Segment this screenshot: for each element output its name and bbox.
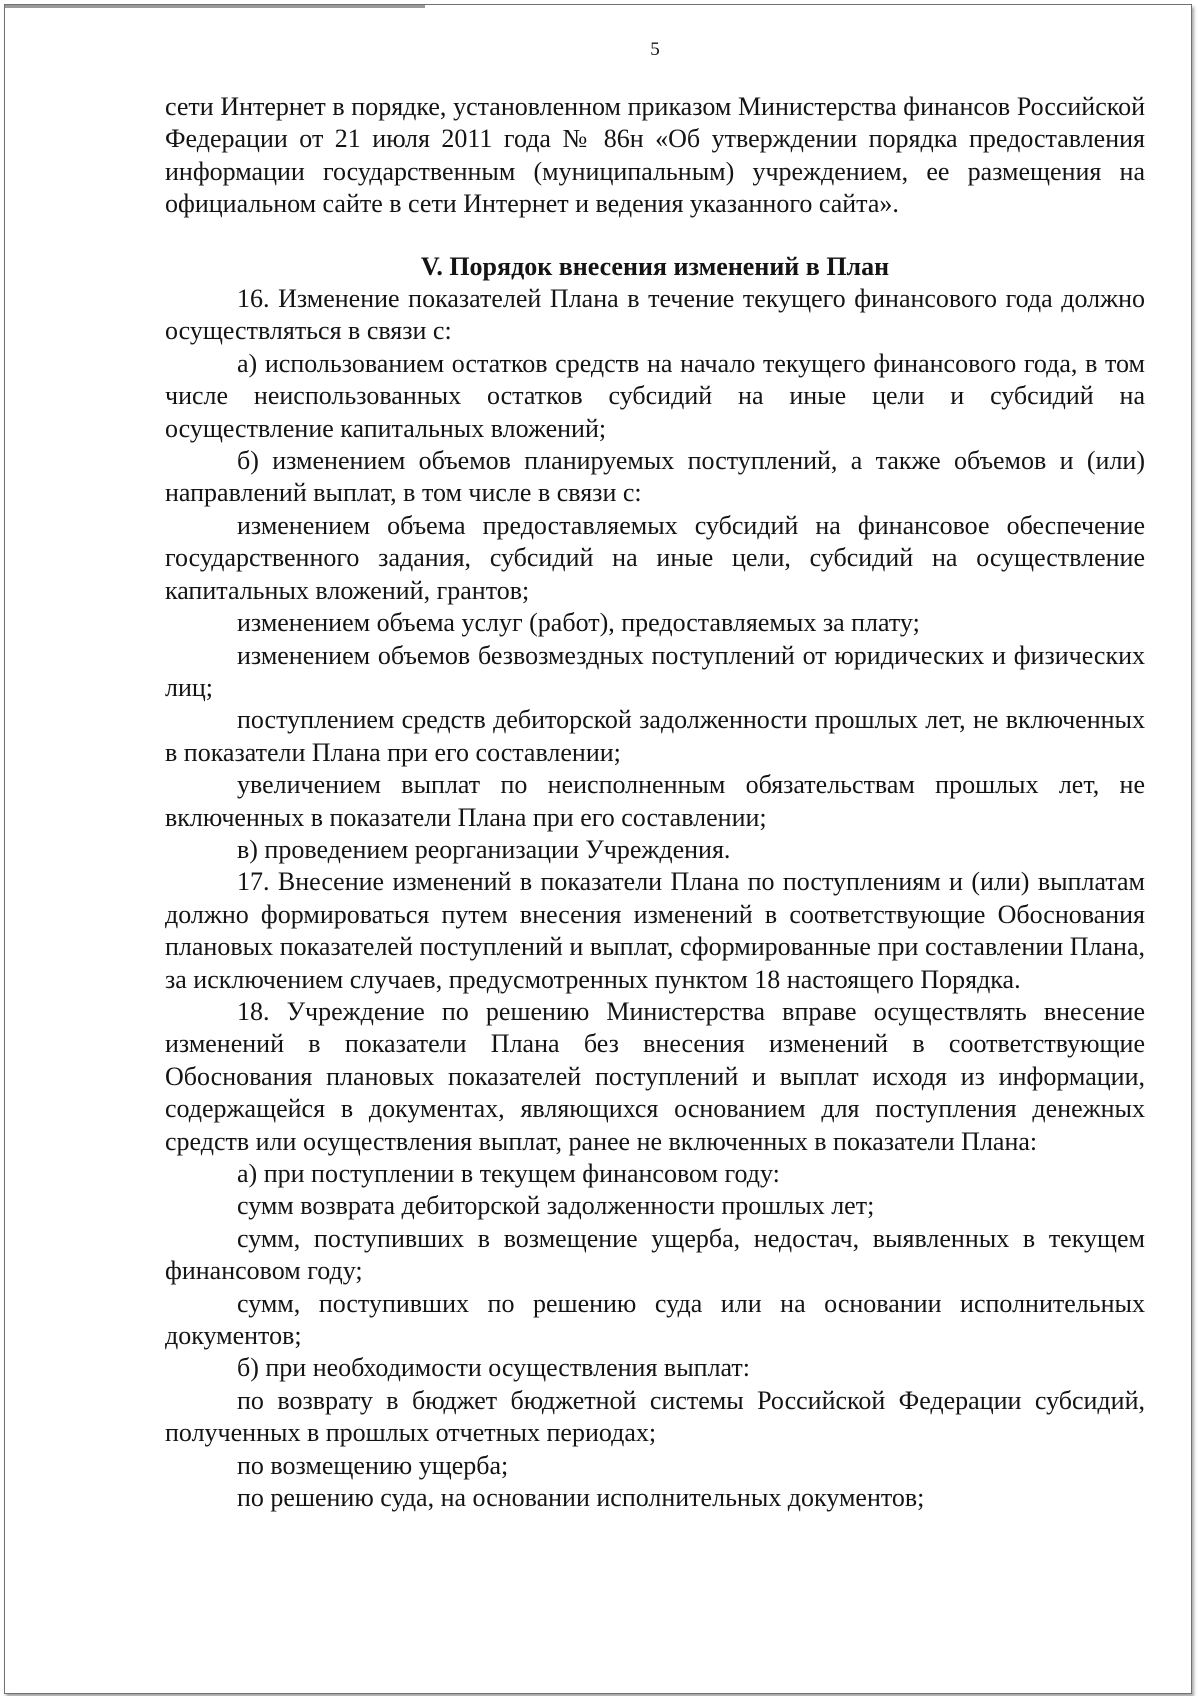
clause-16: 16. Изменение показателей Плана в течение текущего финансового года должно осуществляться в связи с: xyxy=(165,284,1145,346)
list-item: по возмещению ущерба; xyxy=(237,1450,509,1480)
clause-16-b: б) изменением объемов планируемых поступлений, а также объемов и (или) направлений выплат, в том числе в связи с: xyxy=(165,446,1145,508)
page-number: 5 xyxy=(650,39,660,60)
list-item: сумм возврата дебиторской задолженности прошлых лет; xyxy=(237,1191,875,1221)
clause-18: 18. Учреждение по решению Министерства вправе осуществлять внесение изменений в показатели Плана без внесения изменений в соответствующие Обоснования плановых показателей поступлений и выплат исходя из информации, содержащейся в документах, являющихся основанием для поступления денежных средств или осуществления выплат, ранее не включенных в показатели Плана: xyxy=(165,996,1145,1156)
clause-16-a: а) использованием остатков средств на начало текущего финансового года, в том числе неиспользованных остатков субсидий на иные цели и субсидий на осуществление капитальных вложений; xyxy=(165,348,1145,443)
list-item: сумм, поступивших по решению суда или на основании исполнительных документов; xyxy=(165,1288,1145,1351)
list-item: сумм, поступивших в возмещение ущерба, недостач, выявленных в текущем финансовом году; xyxy=(165,1223,1145,1286)
clause-16-v: в) проведением реорганизации Учреждения. xyxy=(237,834,731,864)
clause-18-b: б) при необходимости осуществления выплат: xyxy=(237,1353,751,1383)
list-item: изменением объема услуг (работ), предоставляемых за плату; xyxy=(237,608,920,638)
list-item: поступлением средств дебиторской задолженности прошлых лет, не включенных в показатели Плана при его составлении; xyxy=(165,705,1145,767)
list-item: по возврату в бюджет бюджетной системы Российской Федерации субсидий, полученных в прошлых отчетных периодах; xyxy=(165,1385,1145,1448)
document-page xyxy=(4,4,1192,1694)
scan-edge-bar xyxy=(5,5,425,8)
intro-paragraph: сети Интернет в порядке, установленном приказом Министерства финансов Российской Федерации от 21 июля 2011 года № 86н «Об утверждении порядка предоставления информации государственным (муниципальным) учреждением, ее размещения на официальном сайте в сети Интернет и ведения указанного сайта». xyxy=(165,92,1145,219)
clause-18-a: а) при поступлении в текущем финансовом году: xyxy=(237,1159,780,1188)
clause-17: 17. Внесение изменений в показатели Плана по поступлениям и (или) выплатам должно формироваться путем внесения изменений в соответствующие Обоснования плановых показателей поступлений и выплат, сформированные при составлении Плана, за исключением случаев, предусмотренных пунктом 18 настоящего Порядка. xyxy=(165,867,1145,994)
list-item: увеличением выплат по неисполненным обязательствам прошлых лет, не включенных в показатели Плана при его составлении; xyxy=(165,770,1145,832)
list-item: изменением объемов безвозмездных поступлений от юридических и физических лиц; xyxy=(165,640,1145,702)
document-body xyxy=(165,91,1145,1514)
list-item: по решению суда, на основании исполнительных документов; xyxy=(237,1483,925,1513)
section-heading: V. Порядок внесения изменений в План xyxy=(420,251,890,281)
list-item: изменением объема предоставляемых субсидий на финансовое обеспечение государственного задания, субсидий на иные цели, субсидий на осуществление капитальных вложений, грантов; xyxy=(165,510,1145,605)
